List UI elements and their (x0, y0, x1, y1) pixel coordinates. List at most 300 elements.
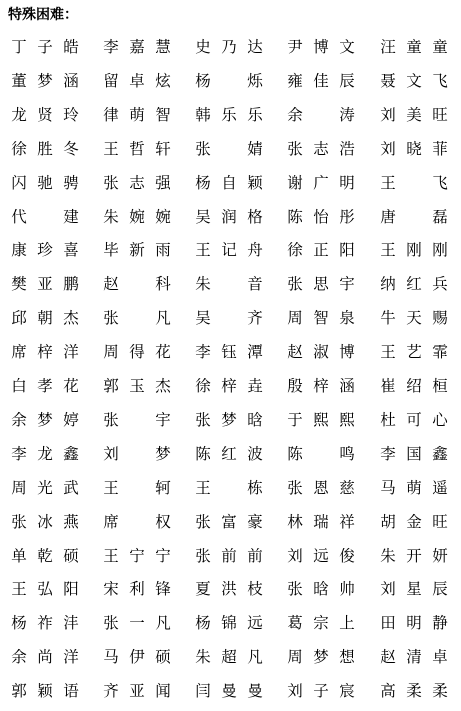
name-cell (285, 643, 357, 671)
name-char: 怡 (313, 207, 329, 226)
name-char: 崔 (380, 377, 396, 395)
name-char: 亚 (129, 682, 145, 701)
name-char: 李 (380, 444, 396, 463)
name-row (0, 440, 461, 468)
name-char: 乐 (247, 105, 263, 124)
name-char: 骋 (63, 173, 79, 192)
name-char: 可 (406, 410, 422, 429)
name-cell (193, 101, 265, 129)
name-char: 冰 (37, 512, 53, 531)
name-char: 熙 (313, 410, 329, 429)
name-char: 磊 (432, 207, 448, 226)
name-cell (193, 67, 265, 95)
name-char: 菲 (432, 139, 448, 158)
name-char: 王 (195, 241, 211, 260)
name-char: 波 (247, 444, 263, 463)
name-row (0, 508, 461, 536)
name-cell (378, 643, 450, 671)
name-char: 殷 (287, 377, 303, 395)
name-char: 闫 (195, 682, 211, 701)
name-char: 舟 (247, 241, 263, 260)
name-char: 王 (103, 546, 119, 565)
name-char: 玉 (129, 377, 145, 395)
name-char: 国 (406, 444, 422, 463)
name-cell (378, 508, 450, 536)
name-char: 涵 (63, 71, 79, 90)
name-char: 唐 (380, 207, 396, 226)
name-char: 一 (129, 614, 145, 633)
name-char: 想 (339, 648, 355, 667)
name-char: 记 (221, 241, 237, 260)
name-char: 王 (380, 241, 396, 260)
name-cell (378, 101, 450, 129)
name-cell (9, 67, 81, 95)
name-char: 龙 (37, 444, 53, 463)
name-char: 鑫 (63, 444, 79, 463)
name-char: 张 (103, 173, 119, 192)
name-row (0, 406, 461, 434)
name-char: 李 (11, 444, 27, 463)
name-char: 刘 (380, 139, 396, 158)
name-char: 杜 (380, 410, 396, 429)
name-char: 浩 (339, 139, 355, 158)
name-char: 刘 (380, 580, 396, 599)
name-char: 垚 (247, 377, 263, 395)
name-cell (285, 236, 357, 264)
name-char: 兵 (432, 275, 448, 294)
name-char: 彤 (339, 207, 355, 226)
name-char: 曼 (247, 682, 263, 701)
name-char: 王 (195, 478, 211, 497)
name-char: 美 (406, 105, 422, 124)
name-char: 王 (380, 173, 396, 192)
name-char: 徐 (287, 241, 303, 260)
name-char: 轲 (155, 478, 171, 497)
name-char: 李 (195, 343, 211, 362)
name-char: 广 (313, 173, 329, 192)
name-char: 祚 (37, 614, 53, 633)
name-cell (9, 304, 81, 332)
name-char: 得 (129, 343, 145, 362)
name-char: 卓 (129, 71, 145, 90)
name-char: 泉 (339, 309, 355, 328)
name-char: 音 (247, 275, 263, 294)
name-char: 格 (247, 207, 263, 226)
name-cell (378, 677, 450, 705)
name-char: 张 (287, 275, 303, 294)
name-char: 赵 (103, 275, 119, 294)
name-char: 上 (339, 614, 355, 633)
name-char: 文 (339, 38, 355, 56)
name-char: 科 (155, 275, 171, 294)
name-cell (285, 203, 357, 231)
name-char: 玲 (63, 105, 79, 124)
name-char: 胜 (37, 139, 53, 158)
name-char: 席 (103, 512, 119, 531)
name-char: 前 (221, 546, 237, 565)
name-char: 鹏 (63, 275, 79, 294)
name-cell (193, 236, 265, 264)
name-char: 宁 (129, 546, 145, 565)
name-char: 花 (63, 377, 79, 395)
name-char: 单 (11, 546, 27, 565)
name-char: 贤 (37, 105, 53, 124)
name-char: 齐 (247, 309, 263, 328)
name-char: 婉 (129, 207, 145, 226)
name-cell (101, 203, 173, 231)
name-cell (378, 33, 450, 61)
name-char: 汪 (380, 38, 396, 56)
name-char: 陈 (195, 444, 211, 463)
name-char: 律 (103, 105, 119, 124)
name-char: 钰 (221, 343, 237, 362)
name-cell (101, 643, 173, 671)
name-char: 婷 (63, 410, 79, 429)
name-cell (101, 304, 173, 332)
name-char: 刚 (406, 241, 422, 260)
name-char: 红 (221, 444, 237, 463)
name-char: 炫 (155, 71, 171, 90)
name-char: 子 (37, 38, 53, 56)
name-char: 轩 (155, 139, 171, 158)
name-char: 韩 (195, 105, 211, 124)
name-char: 清 (406, 648, 422, 667)
name-char: 晗 (313, 580, 329, 599)
name-char: 祥 (339, 512, 355, 531)
name-char: 驰 (37, 173, 53, 192)
name-cell (285, 677, 357, 705)
name-char: 毕 (103, 241, 119, 260)
name-char: 张 (195, 410, 211, 429)
name-char: 梦 (221, 410, 237, 429)
name-cell (9, 508, 81, 536)
name-char: 潭 (247, 343, 263, 362)
name-char: 博 (339, 343, 355, 362)
name-cell (285, 542, 357, 570)
name-cell (193, 406, 265, 434)
name-char: 乾 (37, 546, 53, 565)
name-cell (378, 169, 450, 197)
name-cell (193, 677, 265, 705)
name-cell (285, 169, 357, 197)
name-char: 天 (406, 309, 422, 328)
name-char: 朱 (195, 275, 211, 294)
name-char: 佳 (313, 71, 329, 90)
name-char: 思 (313, 275, 329, 294)
name-cell (9, 575, 81, 603)
name-cell (9, 643, 81, 671)
page-title: 特殊困难： (8, 7, 78, 23)
name-row (0, 372, 461, 400)
name-cell (101, 169, 173, 197)
name-char: 慈 (339, 478, 355, 497)
name-char: 张 (195, 546, 211, 565)
name-char: 王 (103, 478, 119, 497)
name-row (0, 101, 461, 129)
name-char: 尹 (287, 38, 303, 56)
name-char: 涛 (339, 105, 355, 124)
name-cell (193, 643, 265, 671)
name-row (0, 304, 461, 332)
name-char: 朱 (380, 546, 396, 565)
name-char: 刘 (103, 444, 119, 463)
name-char: 吴 (195, 207, 211, 226)
name-cell (193, 338, 265, 366)
name-char: 超 (221, 648, 237, 667)
name-cell (101, 440, 173, 468)
name-char: 伊 (129, 648, 145, 667)
name-char: 马 (380, 478, 396, 497)
name-cell (378, 270, 450, 298)
name-char: 柔 (406, 682, 422, 701)
name-char: 文 (406, 71, 422, 90)
name-char: 武 (63, 478, 79, 497)
name-char: 宇 (339, 275, 355, 294)
name-char: 博 (313, 38, 329, 56)
name-char: 燕 (63, 512, 79, 531)
name-cell (285, 304, 357, 332)
name-cell (378, 440, 450, 468)
name-char: 孝 (37, 377, 53, 395)
name-char: 雍 (287, 71, 303, 90)
name-char: 旺 (432, 105, 448, 124)
name-row (0, 609, 461, 637)
name-char: 徐 (11, 139, 27, 158)
name-char: 陈 (287, 444, 303, 463)
name-char: 林 (287, 512, 303, 531)
name-char: 宇 (155, 410, 171, 429)
name-char: 阳 (63, 580, 79, 599)
name-char: 志 (129, 173, 145, 192)
name-cell (9, 236, 81, 264)
name-char: 静 (432, 614, 448, 633)
name-cell (285, 508, 357, 536)
name-row (0, 643, 461, 671)
name-char: 冬 (63, 139, 79, 158)
name-char: 张 (103, 309, 119, 328)
name-cell (378, 304, 450, 332)
name-cell (101, 406, 173, 434)
name-char: 梓 (313, 377, 329, 395)
name-char: 嘉 (129, 38, 145, 56)
name-char: 白 (11, 377, 27, 395)
name-row (0, 542, 461, 570)
name-char: 远 (247, 614, 263, 633)
name-cell (378, 372, 450, 400)
name-cell (378, 474, 450, 502)
name-cell (285, 270, 357, 298)
name-char: 周 (287, 309, 303, 328)
name-cell (285, 101, 357, 129)
name-char: 智 (155, 105, 171, 124)
name-row (0, 33, 461, 61)
name-char: 周 (287, 648, 303, 667)
name-row (0, 236, 461, 264)
name-cell (378, 542, 450, 570)
name-char: 辰 (339, 71, 355, 90)
name-char: 枝 (247, 580, 263, 599)
name-char: 梦 (313, 648, 329, 667)
name-row (0, 203, 461, 231)
name-char: 董 (11, 71, 27, 90)
name-row (0, 474, 461, 502)
name-char: 远 (313, 546, 329, 565)
name-char: 硕 (155, 648, 171, 667)
name-char: 赵 (287, 343, 303, 362)
name-char: 锦 (221, 614, 237, 633)
name-char: 史 (195, 38, 211, 56)
name-cell (101, 135, 173, 163)
name-char: 刘 (380, 105, 396, 124)
name-cell (101, 33, 173, 61)
name-row (0, 135, 461, 163)
name-char: 帅 (339, 580, 355, 599)
name-char: 豪 (247, 512, 263, 531)
name-char: 亚 (37, 275, 53, 294)
name-char: 俊 (339, 546, 355, 565)
name-char: 谢 (287, 173, 303, 192)
name-char: 心 (432, 410, 448, 429)
name-char: 遥 (432, 478, 448, 497)
name-char: 王 (380, 343, 396, 362)
name-char: 赵 (380, 648, 396, 667)
name-cell (101, 677, 173, 705)
name-char: 童 (432, 38, 448, 56)
name-char: 艺 (406, 343, 422, 362)
name-cell (193, 575, 265, 603)
name-char: 杨 (11, 614, 27, 633)
name-char: 阳 (339, 241, 355, 260)
name-char: 席 (11, 343, 27, 362)
name-char: 烁 (247, 71, 263, 90)
name-cell (9, 169, 81, 197)
name-cell (9, 372, 81, 400)
name-char: 朱 (195, 648, 211, 667)
name-cell (193, 33, 265, 61)
name-char: 弘 (37, 580, 53, 599)
name-char: 闻 (155, 682, 171, 701)
name-char: 志 (313, 139, 329, 158)
name-char: 子 (313, 682, 329, 701)
name-char: 鑫 (432, 444, 448, 463)
name-cell (9, 474, 81, 502)
name-cell (285, 33, 357, 61)
name-char: 宋 (103, 580, 119, 599)
name-char: 栋 (247, 478, 263, 497)
name-cell (285, 575, 357, 603)
name-char: 熙 (339, 410, 355, 429)
name-char: 郭 (103, 377, 119, 395)
name-char: 洋 (63, 648, 79, 667)
name-char: 于 (287, 410, 303, 429)
name-cell (101, 67, 173, 95)
name-char: 张 (11, 512, 27, 531)
name-cell (285, 609, 357, 637)
name-cell (9, 338, 81, 366)
name-char: 徐 (195, 377, 211, 395)
name-char: 胡 (380, 512, 396, 531)
name-char: 霏 (432, 343, 448, 362)
name-char: 婧 (247, 139, 263, 158)
name-char: 余 (11, 648, 27, 667)
name-char: 曼 (221, 682, 237, 701)
name-char: 高 (380, 682, 396, 701)
name-char: 刘 (287, 682, 303, 701)
name-char: 周 (11, 478, 27, 497)
name-char: 张 (287, 139, 303, 158)
name-char: 张 (103, 614, 119, 633)
name-char: 明 (406, 614, 422, 633)
name-char: 杨 (195, 173, 211, 192)
name-char: 晗 (247, 410, 263, 429)
name-char: 瑞 (313, 512, 329, 531)
name-cell (378, 67, 450, 95)
name-char: 颖 (247, 173, 263, 192)
name-char: 李 (103, 38, 119, 56)
name-cell (285, 474, 357, 502)
name-row (0, 575, 461, 603)
name-char: 张 (103, 410, 119, 429)
name-row (0, 677, 461, 705)
name-cell (101, 236, 173, 264)
name-cell (101, 101, 173, 129)
name-char: 朱 (103, 207, 119, 226)
name-char: 珍 (37, 241, 53, 260)
name-cell (193, 542, 265, 570)
name-cell (285, 67, 357, 95)
name-char: 张 (195, 139, 211, 158)
name-char: 润 (221, 207, 237, 226)
name-char: 朝 (37, 309, 53, 328)
name-char: 旺 (432, 512, 448, 531)
name-cell (193, 372, 265, 400)
name-char: 星 (406, 580, 422, 599)
name-cell (378, 609, 450, 637)
name-cell (378, 135, 450, 163)
name-cell (285, 406, 357, 434)
name-char: 童 (406, 38, 422, 56)
name-row (0, 67, 461, 95)
name-char: 留 (103, 71, 119, 90)
name-cell (101, 338, 173, 366)
name-char: 桓 (432, 377, 448, 395)
name-cell (193, 135, 265, 163)
name-char: 语 (63, 682, 79, 701)
name-char: 王 (11, 580, 27, 599)
name-char: 马 (103, 648, 119, 667)
name-char: 梦 (37, 71, 53, 90)
name-char: 梓 (221, 377, 237, 395)
name-cell (9, 203, 81, 231)
name-cell (101, 270, 173, 298)
name-char: 梦 (155, 444, 171, 463)
name-cell (193, 270, 265, 298)
name-char: 前 (247, 546, 263, 565)
name-cell (101, 372, 173, 400)
name-char: 郭 (11, 682, 27, 701)
name-cell (101, 474, 173, 502)
name-cell (193, 304, 265, 332)
name-char: 绍 (406, 377, 422, 395)
name-char: 淑 (313, 343, 329, 362)
name-char: 邱 (11, 309, 27, 328)
name-char: 妍 (432, 546, 448, 565)
name-cell (9, 609, 81, 637)
name-char: 沣 (63, 614, 79, 633)
name-char: 喜 (63, 241, 79, 260)
name-char: 夏 (195, 580, 211, 599)
name-cell (378, 338, 450, 366)
